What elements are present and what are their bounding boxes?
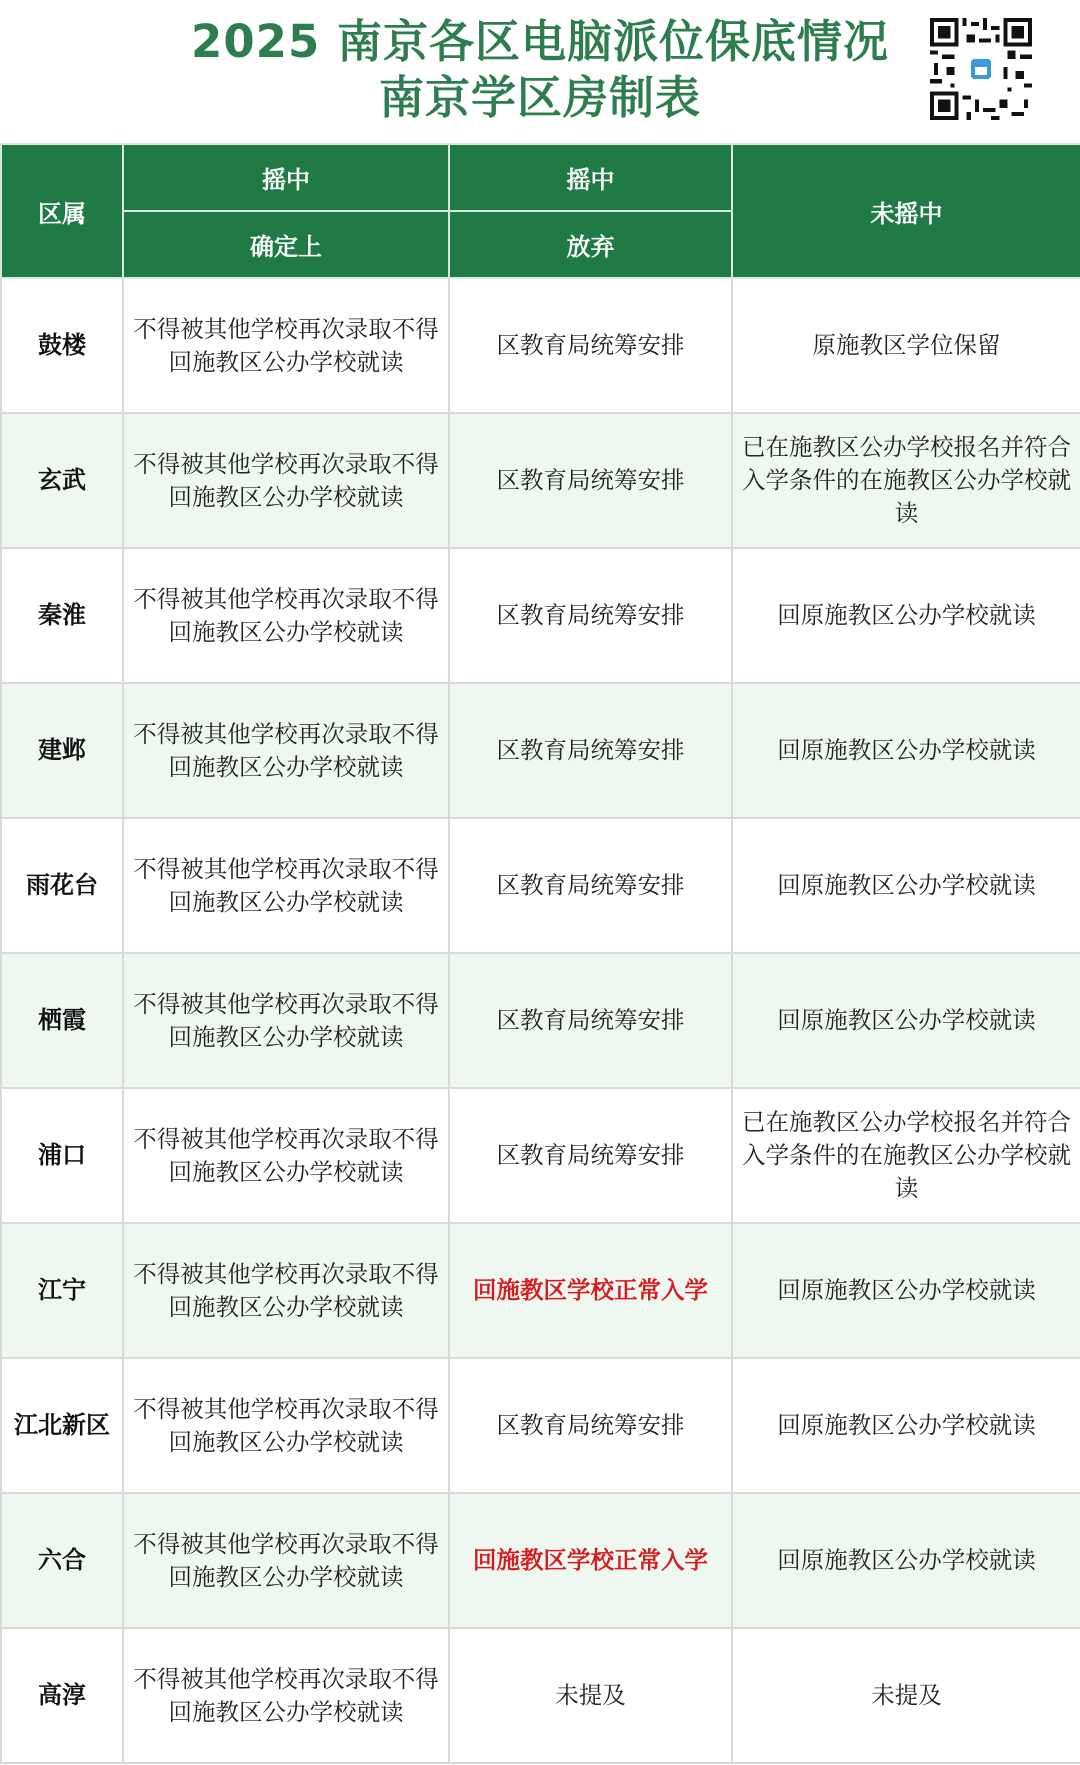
col-group-header-selected: 摇中 [449,144,732,211]
confirmed-cell: 不得被其他学校再次录取不得回施教区公办学校就读 [123,413,449,548]
enrollment-table [0,143,1080,1764]
gave-up-cell: 区教育局统筹安排 [449,1358,732,1493]
not-selected-cell: 回原施教区公办学校就读 [732,818,1080,953]
not-selected-cell: 未提及 [732,1628,1080,1763]
not-selected-cell: 已在施教区公办学校报名并符合入学条件的在施教区公办学校就读 [732,413,1080,548]
district-cell: 秦淮 [1,548,123,683]
not-selected-cell: 回原施教区公办学校就读 [732,1223,1080,1358]
district-cell: 鼓楼 [1,278,123,413]
gave-up-cell: 区教育局统筹安排 [449,413,732,548]
not-selected-cell: 回原施教区公办学校就读 [732,953,1080,1088]
confirmed-cell: 不得被其他学校再次录取不得回施教区公办学校就读 [123,683,449,818]
gave-up-cell: 区教育局统筹安排 [449,278,732,413]
confirmed-cell: 不得被其他学校再次录取不得回施教区公办学校就读 [123,1088,449,1223]
qr-code-icon [930,18,1032,120]
table-row [1,1223,1080,1358]
table-row [1,1493,1080,1628]
page-subtitle: 南京学区房制表 [378,71,701,124]
district-cell: 栖霞 [1,953,123,1088]
table-row [1,413,1080,548]
not-selected-cell: 回原施教区公办学校就读 [732,1358,1080,1493]
confirmed-cell: 不得被其他学校再次录取不得回施教区公办学校就读 [123,953,449,1088]
confirmed-cell: 不得被其他学校再次录取不得回施教区公办学校就读 [123,1628,449,1763]
col-header-district: 区属 [1,144,123,278]
table-row [1,1358,1080,1493]
table-row [1,1088,1080,1223]
table-row [1,278,1080,413]
gave-up-cell: 区教育局统筹安排 [449,953,732,1088]
table-row [1,953,1080,1088]
district-cell: 雨花台 [1,818,123,953]
gave-up-cell: 区教育局统筹安排 [449,1088,732,1223]
table-row [1,548,1080,683]
district-cell: 建邺 [1,683,123,818]
col-header-confirmed: 确定上 [123,211,449,278]
confirmed-cell: 不得被其他学校再次录取不得回施教区公办学校就读 [123,278,449,413]
not-selected-cell: 回原施教区公办学校就读 [732,683,1080,818]
not-selected-cell: 回原施教区公办学校就读 [732,548,1080,683]
page-title: 2025 南京各区电脑派位保底情况 [191,15,889,68]
district-cell: 六合 [1,1493,123,1628]
gave-up-cell-highlight: 回施教区学校正常入学 [449,1493,732,1628]
col-header-not-selected: 未摇中 [732,144,1080,278]
table-row [1,683,1080,818]
district-cell: 浦口 [1,1088,123,1223]
confirmed-cell: 不得被其他学校再次录取不得回施教区公办学校就读 [123,1493,449,1628]
confirmed-cell: 不得被其他学校再次录取不得回施教区公办学校就读 [123,1358,449,1493]
gave-up-cell: 区教育局统筹安排 [449,548,732,683]
district-cell: 玄武 [1,413,123,548]
not-selected-cell: 回原施教区公办学校就读 [732,1493,1080,1628]
district-cell: 高淳 [1,1628,123,1763]
gave-up-cell: 未提及 [449,1628,732,1763]
gave-up-cell: 区教育局统筹安排 [449,683,732,818]
table-row [1,1628,1080,1763]
confirmed-cell: 不得被其他学校再次录取不得回施教区公办学校就读 [123,1223,449,1358]
col-group-header-selected: 摇中 [123,144,449,211]
not-selected-cell: 已在施教区公办学校报名并符合入学条件的在施教区公办学校就读 [732,1088,1080,1223]
page-header [0,0,1080,143]
district-cell: 江北新区 [1,1358,123,1493]
district-cell: 江宁 [1,1223,123,1358]
confirmed-cell: 不得被其他学校再次录取不得回施教区公办学校就读 [123,548,449,683]
gave-up-cell: 区教育局统筹安排 [449,818,732,953]
confirmed-cell: 不得被其他学校再次录取不得回施教区公办学校就读 [123,818,449,953]
gave-up-cell-highlight: 回施教区学校正常入学 [449,1223,732,1358]
not-selected-cell: 原施教区学位保留 [732,278,1080,413]
col-header-gave-up: 放弃 [449,211,732,278]
table-row [1,818,1080,953]
